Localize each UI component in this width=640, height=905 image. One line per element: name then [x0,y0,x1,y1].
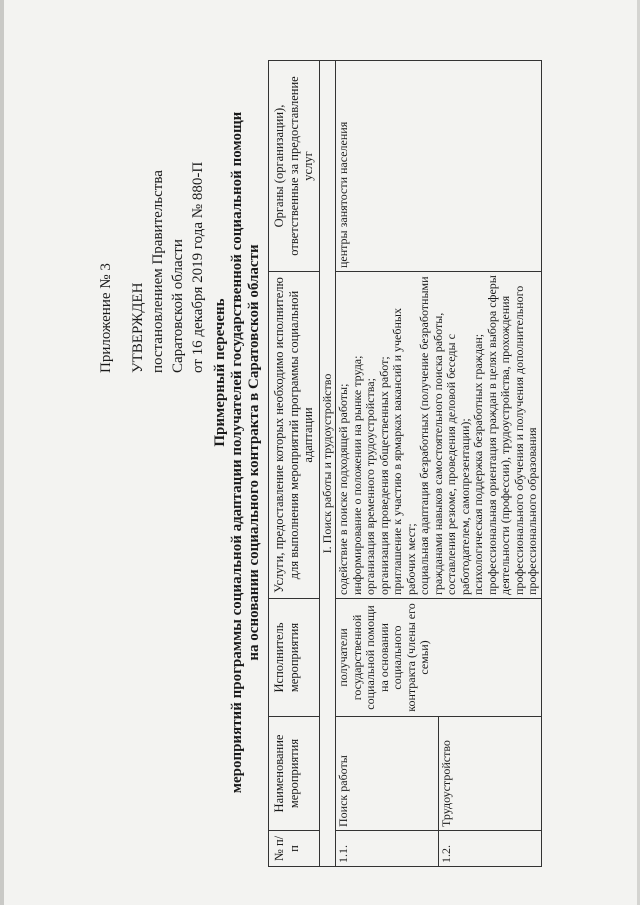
document-title [212,0,263,905]
service-item: приглашение к участию в ярмарках вакансий и учебных рабочих мест; [390,308,418,595]
section-row [319,61,336,867]
service-item: социальная адаптация безработных (получение безработными гражданами навыков самостоятельного поиска работы, составления резюме, проведения деловой беседы с работодателем, самопрезентации); [417,276,472,595]
appendix-label: Приложение № 3 [98,263,114,373]
row-num: 1.1. [336,831,439,867]
row-num: 1.2. [438,831,541,867]
service-item: организация временного трудоустройства; [363,378,377,595]
services-cell [336,272,542,599]
header-executor: Исполнитель мероприятия [269,599,320,717]
approval-line-3: от 16 декабря 2019 года № 880-П [190,161,206,373]
title-line-2: мероприятий программы социальной адаптации получателей государственной социальной помощи [229,111,245,794]
approval-block [96,43,208,373]
table-header-row [269,61,320,867]
service-item: информирование о положении на рынке труда; [349,355,364,595]
header-services: Услуги, предоставление которых необходимо исполнителю для выполнения мероприятий программы социальной адаптации [269,272,320,599]
service-item: психологическая поддержка безработных граждан; [471,333,485,595]
service-item: организация проведения общественных работ; [376,356,391,595]
service-item: содействие в поиске подходящей работы; [336,383,350,595]
header-name: Наименование мероприятия [269,717,320,831]
row-name: Поиск работы [336,717,439,831]
table-row [336,61,439,867]
orgs-cell: центры занятости населения [336,61,542,272]
row-name: Трудоустройство [438,717,541,831]
service-item: профессиональная ориентация граждан в целях выбора сферы деятельности (профессии), трудоустройства, прохождения профессионального обучения и получения дополнительного профессионального образования [484,275,539,595]
title-line-1: Примерный перечень [212,298,228,447]
title-line-3: на основании социального контракта в Саратовской области [246,244,262,661]
approval-line-1: постановлением Правительства [150,170,166,373]
header-num: № п/п [269,831,320,867]
executor-cell: получатели государственной социальной помощи на основании социального контракта (члены его семьи) [336,599,542,717]
section-title: I. Поиск работы и трудоустройство [319,61,336,867]
measures-table [268,60,542,867]
header-orgs: Органы (организации), ответственные за предоставление услуг [269,61,320,272]
approved-label: УТВЕРЖДЕН [130,282,146,373]
approval-line-2: Саратовской области [170,239,186,373]
